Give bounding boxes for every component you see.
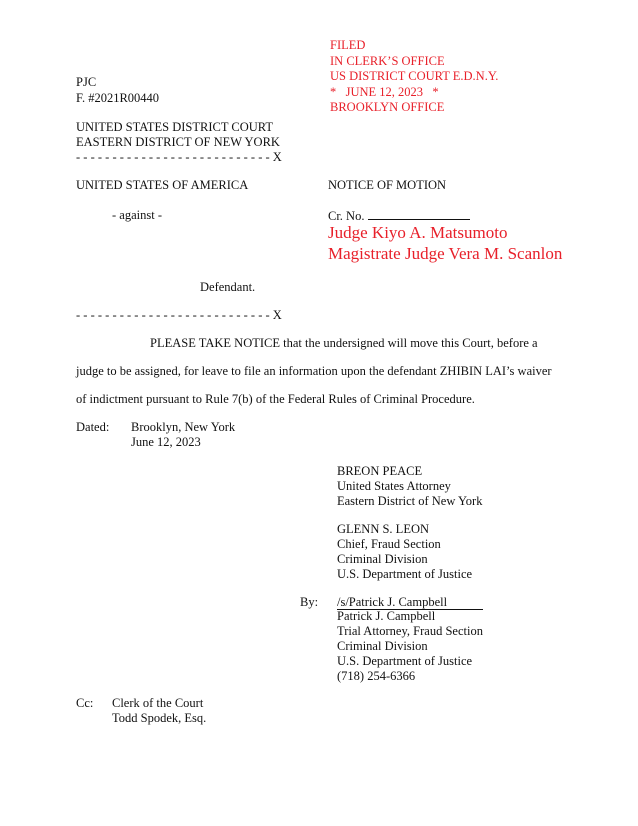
body-line: of indictment pursuant to Rule 7(b) of the Federal Rules of Criminal Procedure. (76, 392, 475, 406)
stamp-line: IN CLERK’S OFFICE (330, 53, 445, 68)
signature-line: Trial Attorney, Fraud Section (337, 624, 483, 638)
defendant-label: Defendant. (200, 280, 256, 294)
signature-line: U.S. Department of Justice (337, 567, 473, 581)
fraud-section-chief-block (337, 522, 472, 582)
signature-line: (718) 254-6366 (337, 669, 416, 683)
stamp-line: BROOKLYN OFFICE (330, 100, 445, 114)
us-attorney-block (337, 464, 482, 509)
dated-label: Dated: (76, 420, 110, 434)
signature-line: Eastern District of New York (337, 494, 483, 508)
signature-line: U.S. Department of Justice (337, 654, 473, 668)
court-name: UNITED STATES DISTRICT COURT (76, 120, 273, 134)
stamp-line: US DISTRICT COURT E.D.N.Y. (330, 69, 499, 83)
signature-line: Patrick J. Campbell (337, 609, 436, 623)
caption-separator-top: - - - - - - - - - - - - - - - - - - - - - - - - - - - X (76, 150, 282, 164)
case-number-label: Cr. No. (328, 209, 365, 223)
magistrate-judge-name: Magistrate Judge Vera M. Scanlon (328, 244, 563, 263)
court-district: EASTERN DISTRICT OF NEW YORK (76, 135, 280, 149)
stamp-line: FILED (330, 38, 366, 52)
dated-place: Brooklyn, New York (131, 420, 236, 434)
cc-recipients (112, 696, 206, 726)
signature-line: GLENN S. LEON (337, 522, 430, 536)
file-number: F. #2021R00440 (76, 91, 160, 105)
plaintiff: UNITED STATES OF AMERICA (76, 178, 249, 192)
judge-name: Judge Kiyo A. Matsumoto (328, 223, 508, 242)
case-number-blank (368, 208, 470, 220)
signer-block (337, 609, 483, 684)
signature-line: Criminal Division (337, 639, 428, 653)
filed-stamp (330, 38, 498, 116)
by-label: By: (300, 595, 319, 609)
against: - against - (112, 208, 162, 222)
electronic-signature (337, 595, 483, 610)
signature-line: Chief, Fraud Section (337, 537, 441, 551)
signature-line: Criminal Division (337, 552, 428, 566)
body-line: judge to be assigned, for leave to file an information upon the defendant ZHIBIN LAI’s waiver (76, 364, 552, 378)
initials: PJC (76, 75, 97, 89)
cc-recipient: Todd Spodek, Esq. (112, 711, 207, 725)
signature-text: /s/Patrick J. Campbell (337, 596, 483, 610)
document-title: NOTICE OF MOTION (328, 178, 447, 192)
body-line: PLEASE TAKE NOTICE that the undersigned will move this Court, before a (150, 336, 538, 350)
caption-separator-bottom: - - - - - - - - - - - - - - - - - - - - - - - - - - - X (76, 308, 282, 322)
stamp-line: * JUNE 12, 2023 * (330, 84, 439, 99)
cc-recipient: Clerk of the Court (112, 696, 204, 710)
signature-line: BREON PEACE (337, 464, 423, 478)
dated-date: June 12, 2023 (131, 435, 201, 449)
signature-line: United States Attorney (337, 479, 451, 493)
cc-label: Cc: (76, 696, 94, 710)
